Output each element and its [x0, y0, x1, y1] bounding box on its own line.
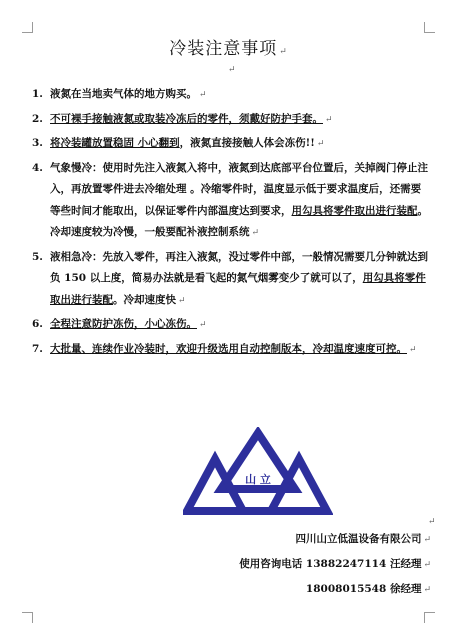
list-item-number: 6.: [32, 318, 43, 330]
page-corner-bottom-right: [424, 612, 435, 623]
text-segment: 将冷装罐放置稳固 小心翻到: [50, 137, 180, 149]
paragraph-mark-icon: ↵: [199, 90, 207, 100]
paragraph-mark-icon: ↵: [199, 320, 207, 330]
company-name-text: 四川山立低温设备有限公司: [295, 533, 422, 545]
paragraph-mark-icon: ↵: [423, 560, 431, 570]
text-segment: 用勾具将零件取出进行装配: [291, 204, 418, 217]
contact-phone-2: [306, 581, 431, 596]
document-title: [0, 34, 457, 59]
list-item-text: [50, 247, 430, 313]
page-corner-bottom-left: [22, 612, 33, 623]
text-segment: 液相急冷：先放入零件，再注入液氮，没过零件中部，一般情况需要几分钟就达到负 150 以上度，简易办法就是看飞起的氮气烟雾变少了就可以了，: [50, 250, 428, 284]
list-item-number: 7.: [32, 342, 43, 355]
list-item-text: [50, 339, 430, 362]
title-text: 冷装注意事项: [169, 39, 278, 59]
list-item: [32, 133, 430, 156]
paragraph-mark-icon: ↵: [325, 114, 333, 125]
text-segment: 不可裸手接触液氮或取装冷冻后的零件，须戴好防护手套。: [50, 112, 323, 125]
logo-text: 山 立: [245, 473, 271, 486]
contact-phone-1: [239, 556, 431, 571]
paragraph-mark-icon: ↵: [228, 65, 236, 75]
notes-list: [32, 84, 430, 363]
company-name: [295, 531, 431, 546]
contact-phone-2-text: 18008015548 徐经理: [305, 583, 422, 595]
list-item: [32, 109, 430, 132]
text-segment: 。冷却速度较为冷慢，一般要配补液控制系统: [50, 204, 428, 238]
text-segment: ，液氮直接接触人体会冻伤!!: [179, 137, 315, 149]
paragraph-mark-icon: ↵: [279, 47, 288, 57]
list-item-number: 4.: [32, 161, 43, 174]
paragraph-mark-icon: ↵: [316, 139, 325, 149]
list-item-number: 2.: [32, 112, 43, 125]
contact-phone-1-text: 使用咨询电话 13882247114 汪经理: [239, 558, 422, 570]
text-segment: 。冷却速度快: [113, 293, 176, 306]
text-segment: 全程注意防护冻伤，小心冻伤。: [50, 318, 197, 330]
list-item-text: [50, 314, 430, 337]
text-segment: 液氮在当地卖气体的地方购买。: [50, 88, 197, 100]
list-item-text: [50, 158, 430, 245]
paragraph-mark-icon: ↵: [428, 517, 436, 527]
list-item: [32, 314, 430, 337]
paragraph-mark-icon: ↵: [423, 585, 431, 595]
list-item: [32, 247, 430, 313]
paragraph-mark-icon: ↵: [409, 344, 417, 355]
list-item-text: [50, 133, 430, 156]
paragraph-mark-icon: ↵: [178, 295, 186, 306]
page-corner-top-left: [22, 22, 33, 33]
text-segment: 大批量、连续作业冷装时，欢迎升级选用自动控制版本，冷却温度速度可控。: [50, 342, 407, 355]
list-item: [32, 84, 430, 107]
text-segment: 气象慢冷：使用时先注入液氮入将中，液氮到达底部平台位置后，关掉阀门停止注入，再放置零件进去冷缩处理 。冷缩零件时，温度显示低于要求温度后，还需要等些时间才能取出，以保证零件内部温度达到要求，: [50, 161, 428, 217]
paragraph-mark-icon: ↵: [423, 535, 431, 545]
paragraph-mark-icon: ↵: [251, 228, 260, 238]
list-item-number: 5.: [32, 250, 43, 263]
list-item: [32, 339, 430, 362]
text-segment: 用勾具将零件取出进行装配: [50, 272, 426, 306]
list-item-text: [50, 84, 430, 107]
list-item-number: 1.: [32, 88, 43, 100]
page-corner-top-right: [424, 22, 435, 33]
company-logo: [183, 427, 333, 537]
list-item-text: [50, 109, 430, 132]
list-item: [32, 158, 430, 245]
list-item-number: 3.: [32, 137, 43, 149]
